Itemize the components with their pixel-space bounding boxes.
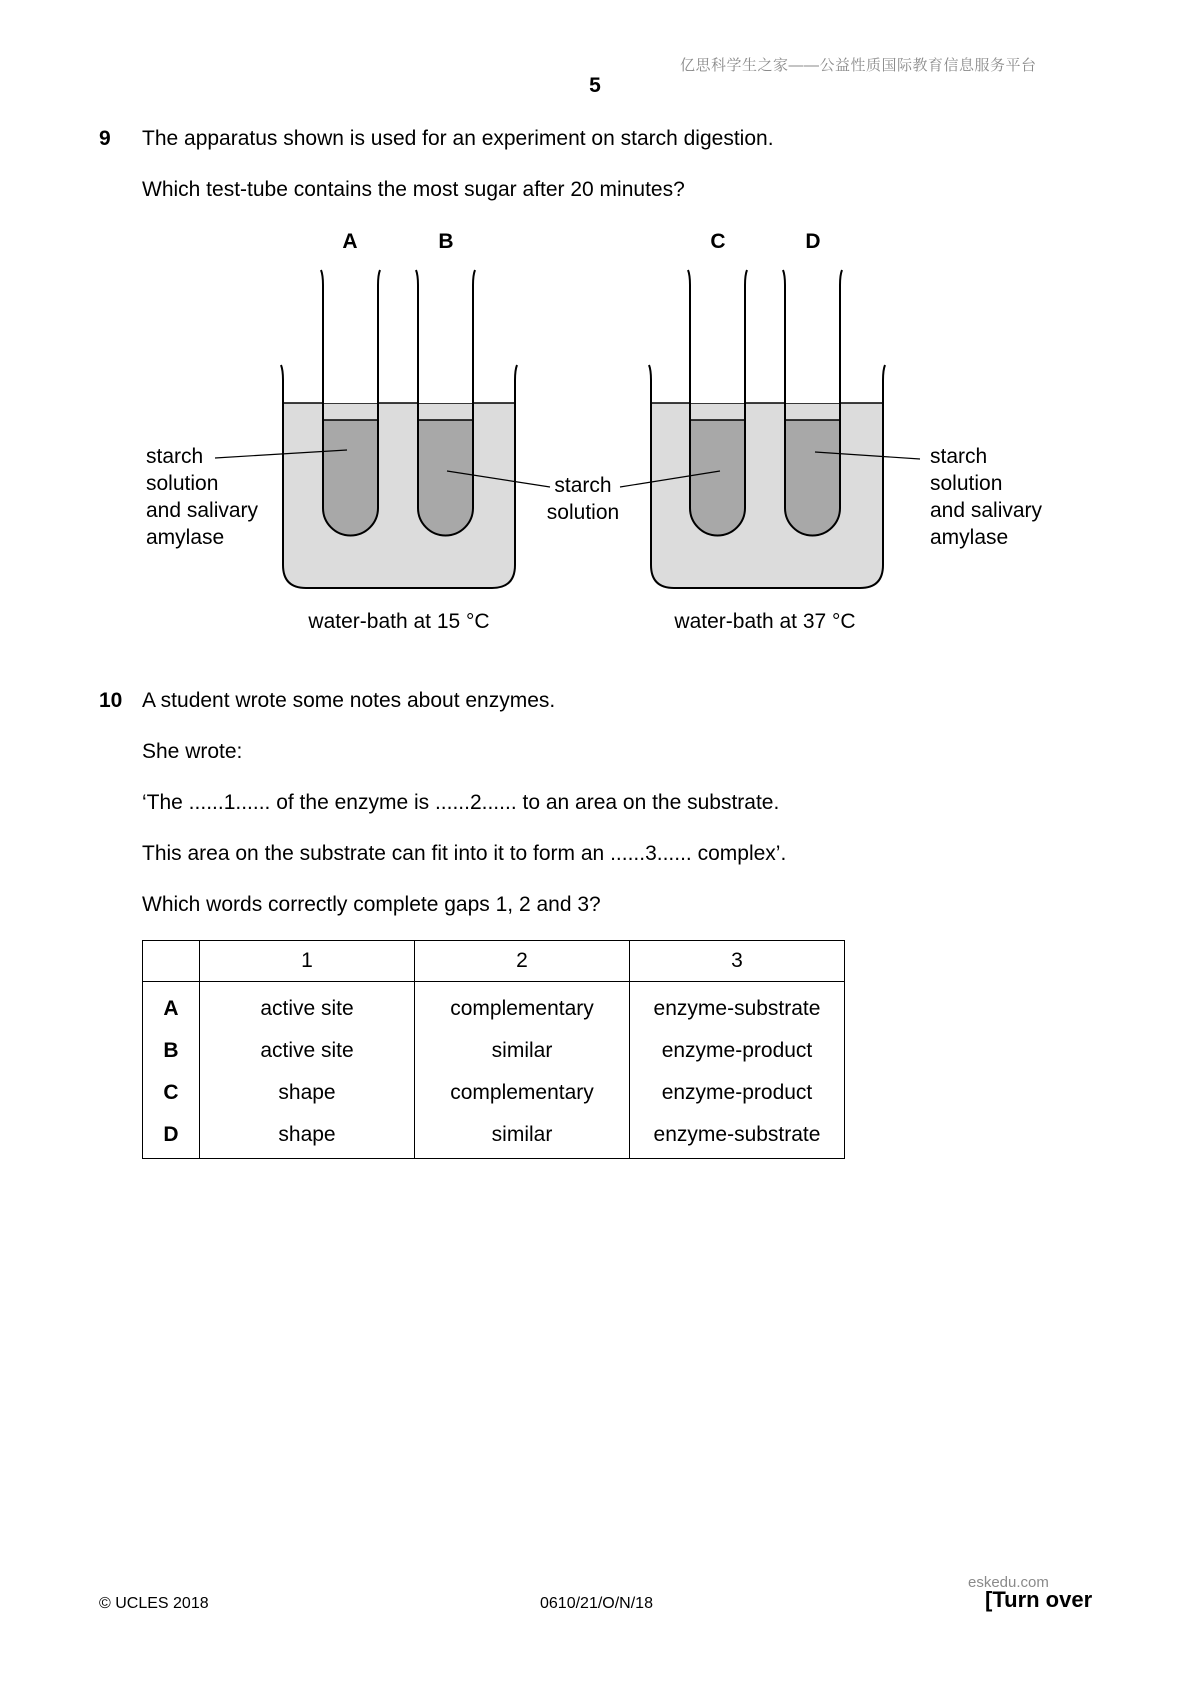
question-9-text: The apparatus shown is used for an experiment on starch digestion. xyxy=(142,127,774,150)
watermark-top: 亿思科学生之家——公益性质国际教育信息服务平台 xyxy=(680,57,1037,74)
tube-b-liquid xyxy=(418,420,473,535)
tube-label-c: C xyxy=(710,230,726,253)
label-right-line-3: and salivary xyxy=(930,499,1043,522)
table-row xyxy=(143,1072,845,1114)
label-middle-line-1: starch xyxy=(554,474,612,497)
question-10-she-wrote: She wrote: xyxy=(142,740,243,763)
row-key: B xyxy=(143,1030,200,1072)
label-left-line-3: and salivary xyxy=(146,499,259,522)
row-cell-gap-1: active site xyxy=(200,982,415,1031)
header-gap-1: 1 xyxy=(200,941,415,982)
tube-label-d: D xyxy=(805,230,821,253)
row-cell-gap-3: enzyme-product xyxy=(630,1030,845,1072)
row-cell-gap-3: enzyme-product xyxy=(630,1072,845,1114)
bath-right-water xyxy=(651,403,883,588)
tube-c-liquid xyxy=(690,420,745,536)
row-cell-gap-3: enzyme-substrate xyxy=(630,982,845,1031)
row-cell-gap-3: enzyme-substrate xyxy=(630,1114,845,1159)
question-9-number: 9 xyxy=(99,127,111,150)
label-left-line-4: amylase xyxy=(146,526,225,549)
test-tube-a xyxy=(321,270,380,536)
row-cell-gap-2: similar xyxy=(415,1114,630,1159)
row-key: D xyxy=(143,1114,200,1159)
table-row xyxy=(143,982,845,1031)
question-10-quote-line-2: This area on the substrate can fit into it to form an ......3...... complex’. xyxy=(142,842,787,865)
table-row xyxy=(143,1030,845,1072)
row-cell-gap-1: shape xyxy=(200,1114,415,1159)
answer-table-header xyxy=(143,941,845,982)
footer-turn-over: [Turn over xyxy=(985,1587,1093,1612)
tube-label-a: A xyxy=(342,230,358,253)
tube-label-b: B xyxy=(438,230,454,253)
question-10-quote-line-1: ‘The ......1...... of the enzyme is ......2...... to an area on the substrate. xyxy=(142,791,780,814)
label-right-line-2: solution xyxy=(930,472,1003,495)
bath-left-water xyxy=(283,403,515,588)
watermark-bottom: eskedu.com xyxy=(968,1574,1049,1591)
bath-left-caption: water-bath at 15 °C xyxy=(308,610,490,633)
header-gap-3: 3 xyxy=(630,941,845,982)
row-cell-gap-2: similar xyxy=(415,1030,630,1072)
question-10-number: 10 xyxy=(99,689,123,712)
table-row xyxy=(143,1114,845,1159)
row-cell-gap-2: complementary xyxy=(415,982,630,1031)
label-middle-line-2: solution xyxy=(546,501,620,524)
question-10-text: A student wrote some notes about enzymes. xyxy=(142,689,556,712)
question-9-prompt: Which test-tube contains the most sugar after 20 minutes? xyxy=(142,178,685,201)
row-cell-gap-1: shape xyxy=(200,1072,415,1114)
footer-paper-code: 0610/21/O/N/18 xyxy=(540,1595,653,1612)
test-tube-c xyxy=(688,270,747,536)
label-right-line-1: starch xyxy=(930,445,988,468)
footer-copyright: © UCLES 2018 xyxy=(99,1595,209,1612)
header-gap-2: 2 xyxy=(415,941,630,982)
row-key: A xyxy=(143,982,200,1031)
bath-right-caption: water-bath at 37 °C xyxy=(674,610,856,633)
answer-table xyxy=(142,940,845,1159)
page-number: 5 xyxy=(589,74,601,97)
test-tube-b xyxy=(416,270,475,535)
label-left-line-2: solution xyxy=(146,472,219,495)
label-right-line-4: amylase xyxy=(930,526,1009,549)
tube-d-liquid xyxy=(785,420,840,536)
question-10-prompt: Which words correctly complete gaps 1, 2 and 3? xyxy=(142,893,601,916)
row-cell-gap-1: active site xyxy=(200,1030,415,1072)
water-bath-diagram xyxy=(0,0,1190,660)
label-left-line-1: starch xyxy=(146,445,204,468)
row-cell-gap-2: complementary xyxy=(415,1072,630,1114)
header-key xyxy=(143,941,200,982)
test-tube-d xyxy=(783,270,842,536)
row-key: C xyxy=(143,1072,200,1114)
